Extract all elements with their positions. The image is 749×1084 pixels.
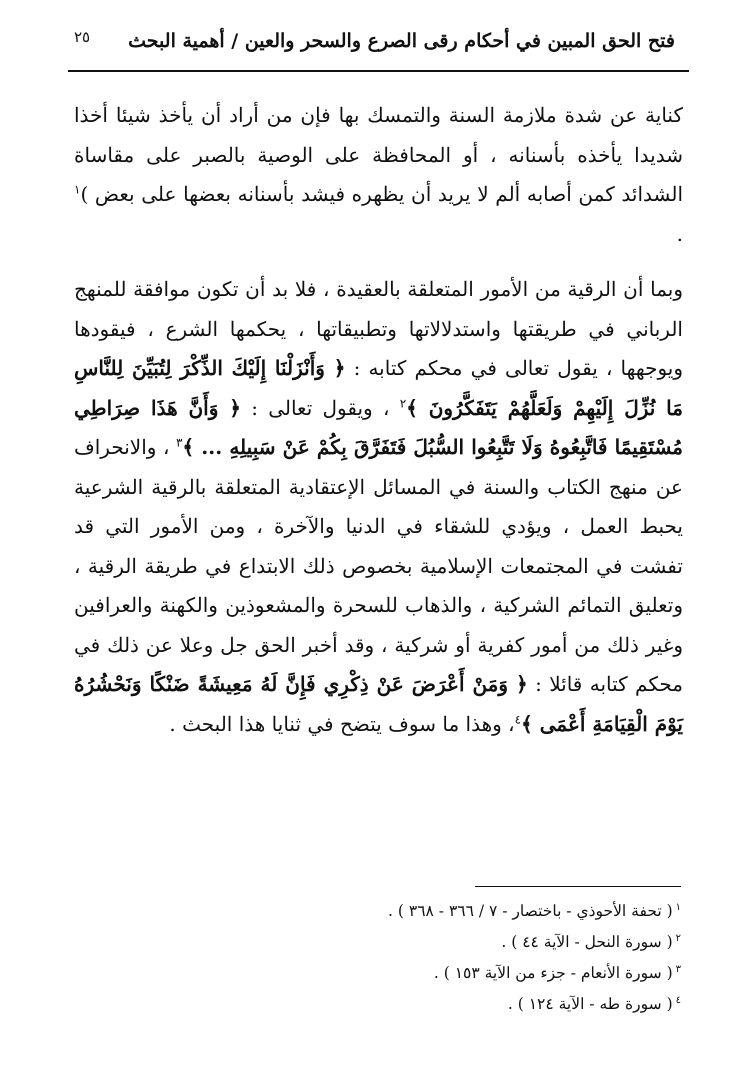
footnote-marker-3: ٣	[675, 963, 681, 975]
footnote-marker-2: ٢	[675, 932, 681, 944]
paragraph-1	[74, 96, 683, 254]
paragraph-1-text: كناية عن شدة ملازمة السنة والتمسك بها فإن من أراد أن يأخذ شيئا أخذا شديدا يأخذه بأسنانه ، أو المحافظة على الوصية بالصبر على مقاساة الشدائد كمن أصابه ألم لا يريد أن يظهره فيشد بأسنانه بعضها على بعض )	[74, 103, 683, 206]
footnote-marker-1: ١	[675, 901, 681, 913]
paragraph-1-end: .	[676, 221, 683, 246]
footnote-text-2: ( سورة النحل - الآية ٤٤ ) .	[501, 933, 673, 951]
footnote-1	[74, 896, 681, 927]
footnote-text-1: ( تحفة الأحوذي - باختصار - ٧ / ٣٦٦ - ٣٦٨ ) .	[388, 902, 673, 920]
paragraph-2-text-d: ، وهذا ما سوف يتضح في ثنايا هذا البحث .	[169, 711, 515, 736]
running-title: فتح الحق المبين في أحكام رقى الصرع والسحر والعين / أهمية البحث	[128, 30, 675, 52]
page-number: ٢٥	[74, 28, 91, 46]
quran-quote-2: ﴿ وَأَنَّ هَذَا صِرَاطِي مُسْتَقِيمًا فَاتَّبِعُوهُ وَلَا تَتَّبِعُوا السُّبُلَ فَتَفَرَّقَ بِكُمْ عَنْ سَبِيلِهِ ... ﴾	[74, 395, 684, 459]
footnote-text-3: ( سورة الأنعام - جزء من الآية ١٥٣ ) .	[433, 964, 673, 982]
paragraph-2-text-c: ، والانحراف عن منهج الكتاب والسنة في المسائل الإعتقادية المتعلقة بالرقية الشرعية يحبط العمل ، ويؤدي للشقاء في الدنيا والآخرة ، ومن الأمور التي قد تفشت في المجتمعات الإسلامية بخصوص ذلك الابتداع في طريقة الرقية ، وتعليق التمائم الشركية ، والذهاب للسحرة والمشعوذين والكهنة والعرافين وغير ذلك من أمور كفرية أو شركية ، وقد أخبر الحق جل وعلا عن ذلك في محكم كتابه قائلا :	[74, 435, 683, 696]
quran-quote-1: ﴿ وَأَنْزَلْنَا إِلَيْكَ الذِّكْرَ لِتُبَيِّنَ لِلنَّاسِ مَا نُزِّلَ إِلَيْهِمْ وَلَعَلَّهُمْ يَتَفَكَّرُونَ ﴾	[74, 356, 683, 420]
footnote-ref-1: ١	[74, 182, 81, 197]
footnote-4	[74, 989, 681, 1020]
footnote-ref-4: ٤	[514, 711, 522, 726]
footnote-ref-2: ٢	[399, 395, 407, 410]
footnote-divider	[475, 886, 681, 887]
quran-quote-3: ﴿ وَمَنْ أَعْرَضَ عَنْ ذِكْرِي فَإِنَّ لَهُ مَعِيشَةً ضَنْكًا وَنَحْشُرُهُ يَوْمَ الْقِيَامَةِ أَعْمَى ﴾	[74, 672, 683, 736]
header-divider	[68, 70, 689, 72]
footnote-2	[74, 927, 681, 958]
footnote-marker-4: ٤	[675, 994, 681, 1006]
paragraph-2-text-a: وبما أن الرقية من الأمور المتعلقة بالعقيدة ، فلا بد أن تكون موافقة للمنهج الرباني في طريقتها واستدلالاتها وتطبيقاتها ، يحكمها الشرع ، فيقودها ويوجهها ، يقول تعالى في محكم كتابه :	[74, 277, 683, 380]
paragraph-2-text-b: ، ويقول تعالى :	[240, 395, 400, 420]
footnote-3	[74, 958, 681, 989]
footnote-ref-3: ٣	[175, 435, 183, 450]
footnotes	[74, 896, 681, 1020]
paragraph-2	[74, 270, 683, 744]
footnote-text-4: ( سورة طه - الآية ١٢٤ ) .	[507, 995, 673, 1013]
